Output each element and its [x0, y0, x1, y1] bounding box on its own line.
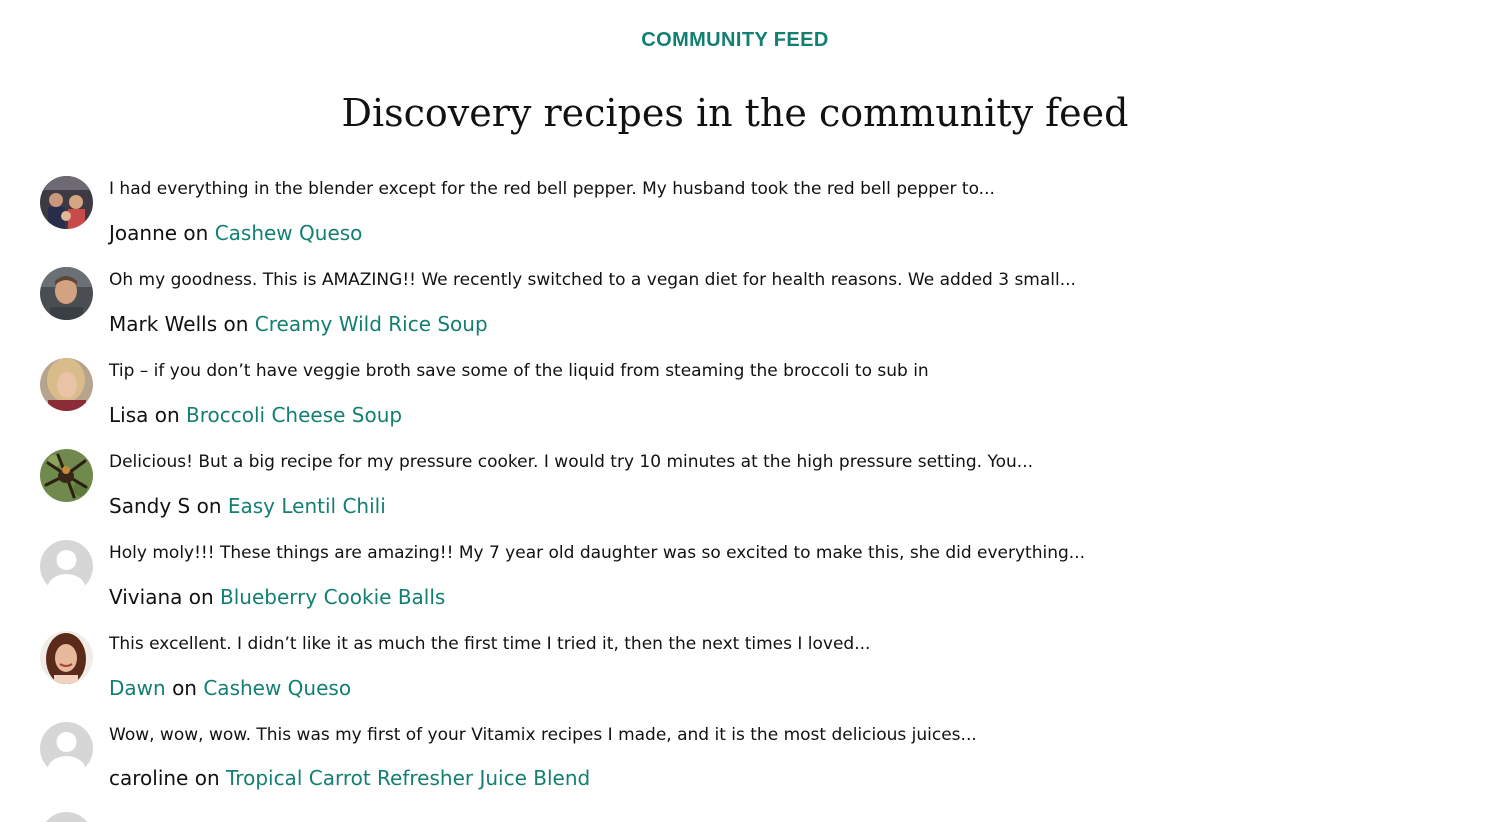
recipe-link[interactable]: Tropical Carrot Refresher Juice Blend [226, 766, 591, 790]
default-user-icon [40, 812, 93, 822]
recipe-link[interactable]: Easy Lentil Chili [227, 494, 386, 518]
byline-connector: on [154, 403, 180, 427]
comment-author: Sandy S [109, 494, 191, 518]
comment-excerpt: This excellent. I didn’t like it as much the first time I tried it, then the next times I loved... [109, 634, 871, 654]
default-user-icon [40, 722, 93, 775]
comment-byline [109, 221, 362, 245]
comment-excerpt: Tip – if you don’t have veggie broth save some of the liquid from steaming the broccoli to sub in [109, 361, 929, 381]
comment-excerpt: Wow, wow, wow. This was my first of your Vitamix recipes I made, and it is the most delicious juices... [109, 725, 977, 745]
comment-excerpt: Oh my goodness. This is AMAZING!! We recently switched to a vegan diet for health reasons. We added 3 small... [109, 270, 1076, 290]
byline-connector: on [196, 494, 222, 518]
avatar[interactable] [40, 176, 93, 229]
recipe-link[interactable]: Cashew Queso [214, 221, 363, 245]
avatar[interactable] [40, 358, 93, 411]
default-user-icon [40, 540, 93, 593]
comment-byline [109, 585, 445, 609]
byline-connector: on [183, 221, 209, 245]
byline-connector: on [223, 312, 249, 336]
comment-byline [109, 403, 402, 427]
byline-connector: on [188, 585, 214, 609]
comment-author: Viviana [109, 585, 183, 609]
avatar[interactable] [40, 449, 93, 502]
avatar-photo-woman-blonde [40, 358, 93, 411]
avatar-photo-spider [40, 449, 93, 502]
comment-excerpt: Delicious! But a big recipe for my pressure cooker. I would try 10 minutes at the high pressure setting. You... [109, 452, 1034, 472]
comment-author-link[interactable]: Dawn [109, 676, 166, 700]
comment-byline [109, 676, 351, 700]
comment-author: Joanne [109, 221, 178, 245]
avatar-photo-man [40, 267, 93, 320]
recipe-link[interactable]: Cashew Queso [203, 676, 352, 700]
avatar[interactable] [40, 267, 93, 320]
comment-excerpt: Holy moly!!! These things are amazing!! My 7 year old daughter was so excited to make this, she did everything... [109, 543, 1085, 563]
comment-byline [109, 494, 386, 518]
comment-byline [109, 766, 590, 790]
section-eyebrow: COMMUNITY FEED [641, 29, 829, 51]
comment-excerpt: I had everything in the blender except for the red bell pepper. My husband took the red bell pepper to... [109, 179, 995, 199]
avatar[interactable] [40, 812, 93, 822]
recipe-link[interactable]: Blueberry Cookie Balls [220, 585, 446, 609]
comment-author: Mark Wells [109, 312, 218, 336]
avatar[interactable] [40, 540, 93, 593]
avatar[interactable] [40, 631, 93, 684]
byline-connector: on [194, 766, 220, 790]
avatar-photo-group [40, 176, 93, 229]
comment-byline [109, 312, 488, 336]
feed-item [0, 766, 1500, 822]
comment-author: Lisa [109, 403, 149, 427]
recipe-link[interactable]: Broccoli Cheese Soup [186, 403, 403, 427]
page-title: Discovery recipes in the community feed [341, 91, 1129, 135]
avatar-photo-woman-brunette [40, 631, 93, 684]
byline-connector: on [172, 676, 197, 700]
comment-author: caroline [109, 766, 189, 790]
avatar[interactable] [40, 722, 93, 775]
recipe-link[interactable]: Creamy Wild Rice Soup [254, 312, 488, 336]
